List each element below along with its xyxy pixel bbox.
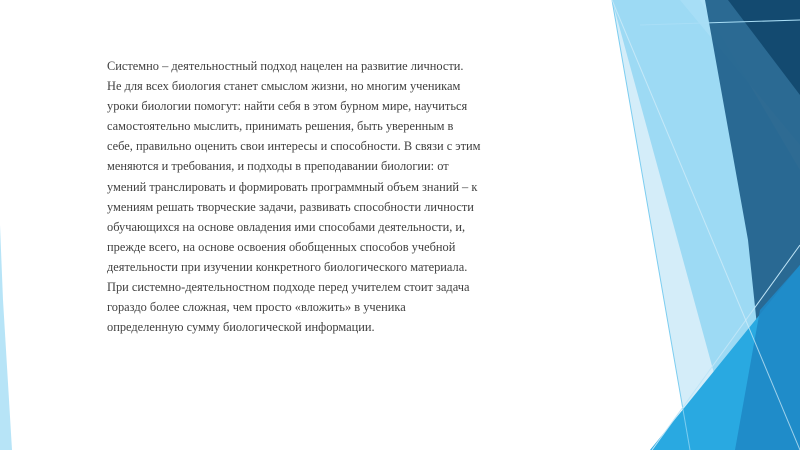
text-line: себе, правильно оценить свои интересы и способности. В связи с этим [107, 139, 481, 154]
text-line: Не для всех биология станет смыслом жизни, но многим ученикам [107, 79, 461, 94]
text-line: прежде всего, на основе освоения обобщенных способов учебной [107, 239, 456, 254]
left-edge-shape [0, 225, 12, 450]
text-line: умений транслировать и формировать программный объем знаний – к [107, 179, 478, 194]
text-line: уроки биологии помогут: найти себя в этом бурном мире, научиться [107, 99, 468, 114]
text-line: При системно-деятельностном подходе перед учителем стоит задача [107, 280, 470, 295]
text-line: гораздо более сложная, чем просто «вложить» в ученика [107, 300, 406, 315]
text-line: определенную сумму биологической информации. [107, 320, 375, 335]
text-line: умениям решать творческие задачи, развивать способности личности [107, 199, 474, 214]
text-line: обучающихся на основе овладения ими способами деятельности, и, [107, 219, 466, 234]
text-line: самостоятельно мыслить, принимать решения, быть уверенным в [107, 119, 454, 134]
slide-body-text [107, 56, 577, 337]
text-line: Системно – деятельностный подход нацелен на развитие личности. [107, 59, 464, 73]
text-line: деятельности при изучении конкретного биологического материала. [107, 259, 468, 274]
text-line: меняются и требования, и подходы в преподавании биологии: от [107, 159, 449, 174]
